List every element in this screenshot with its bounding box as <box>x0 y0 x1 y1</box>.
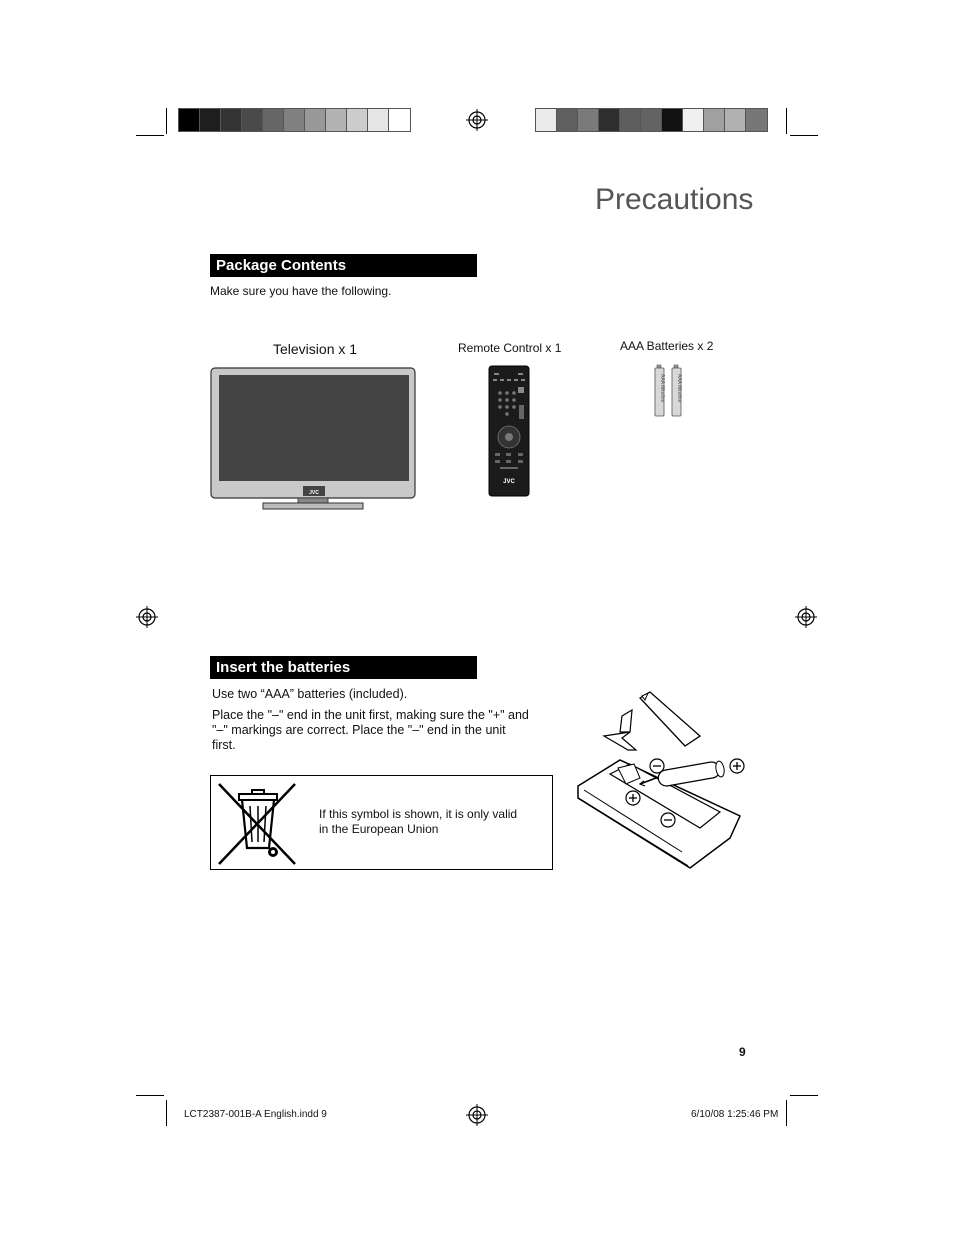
color-swatch <box>179 109 200 131</box>
color-swatch <box>389 109 410 131</box>
registration-mark-icon <box>136 606 158 628</box>
remote-logo-text: JVC <box>503 479 515 485</box>
battery-instruction-2: Place the "–" end in the unit first, making sure the "+" and <box>212 708 529 722</box>
footer-timestamp: 6/10/08 1:25:46 PM <box>691 1109 779 1120</box>
item-label-batteries: AAA Batteries x 2 <box>620 339 714 353</box>
battery-label-text: AAA Alkaline <box>676 374 682 403</box>
color-swatch <box>683 109 704 131</box>
color-swatch <box>557 109 578 131</box>
tv-logo-text: JVC <box>309 490 319 496</box>
crop-mark <box>136 1095 164 1096</box>
item-label-remote: Remote Control x 1 <box>458 341 562 355</box>
color-swatch <box>326 109 347 131</box>
crop-mark <box>786 108 787 134</box>
color-calibration-bar-left <box>178 108 411 132</box>
weee-notice-text-1: If this symbol is shown, it is only valid <box>319 807 518 821</box>
television-illustration <box>208 366 418 512</box>
color-swatch <box>641 109 662 131</box>
color-swatch <box>263 109 284 131</box>
crop-mark <box>136 135 164 136</box>
footer-filename: LCT2387-001B-A English.indd 9 <box>184 1109 327 1120</box>
color-swatch <box>305 109 326 131</box>
crop-mark <box>790 135 818 136</box>
color-swatch <box>200 109 221 131</box>
crop-mark <box>786 1100 787 1126</box>
remote-control-illustration <box>488 365 530 497</box>
color-swatch <box>536 109 557 131</box>
color-swatch <box>746 109 767 131</box>
item-label-television: Television x 1 <box>273 341 358 357</box>
crossed-out-bin-icon <box>217 780 305 866</box>
color-swatch <box>347 109 368 131</box>
color-swatch <box>599 109 620 131</box>
crop-mark <box>166 1100 167 1126</box>
weee-notice-text-2: in the European Union <box>319 822 439 836</box>
color-swatch <box>221 109 242 131</box>
color-swatch <box>368 109 389 131</box>
color-swatch <box>620 109 641 131</box>
color-swatch <box>725 109 746 131</box>
color-swatch <box>662 109 683 131</box>
registration-mark-icon <box>795 606 817 628</box>
section-heading-package-contents: Package Contents <box>210 254 477 277</box>
color-swatch <box>284 109 305 131</box>
package-intro-text: Make sure you have the following. <box>210 284 392 298</box>
color-swatch <box>578 109 599 131</box>
page-number: 9 <box>739 1045 746 1059</box>
crop-mark <box>790 1095 818 1096</box>
registration-mark-icon <box>466 109 488 131</box>
section-heading-insert-batteries: Insert the batteries <box>210 656 477 679</box>
weee-notice-box <box>210 775 553 870</box>
battery-label-text: AAA Alkaline <box>659 374 665 403</box>
battery-instruction-3: "–" markings are correct. Place the "–" end in the unit <box>212 723 506 737</box>
crop-mark <box>166 108 167 134</box>
color-calibration-bar-right <box>535 108 768 132</box>
color-swatch <box>242 109 263 131</box>
battery-instruction-4: first. <box>212 738 236 752</box>
battery-instruction-1: Use two “AAA” batteries (included). <box>212 687 408 701</box>
page-title: Precautions <box>595 183 754 216</box>
battery-insertion-illustration <box>570 688 755 873</box>
color-swatch <box>704 109 725 131</box>
registration-mark-icon <box>466 1104 488 1126</box>
batteries-illustration <box>652 364 686 418</box>
